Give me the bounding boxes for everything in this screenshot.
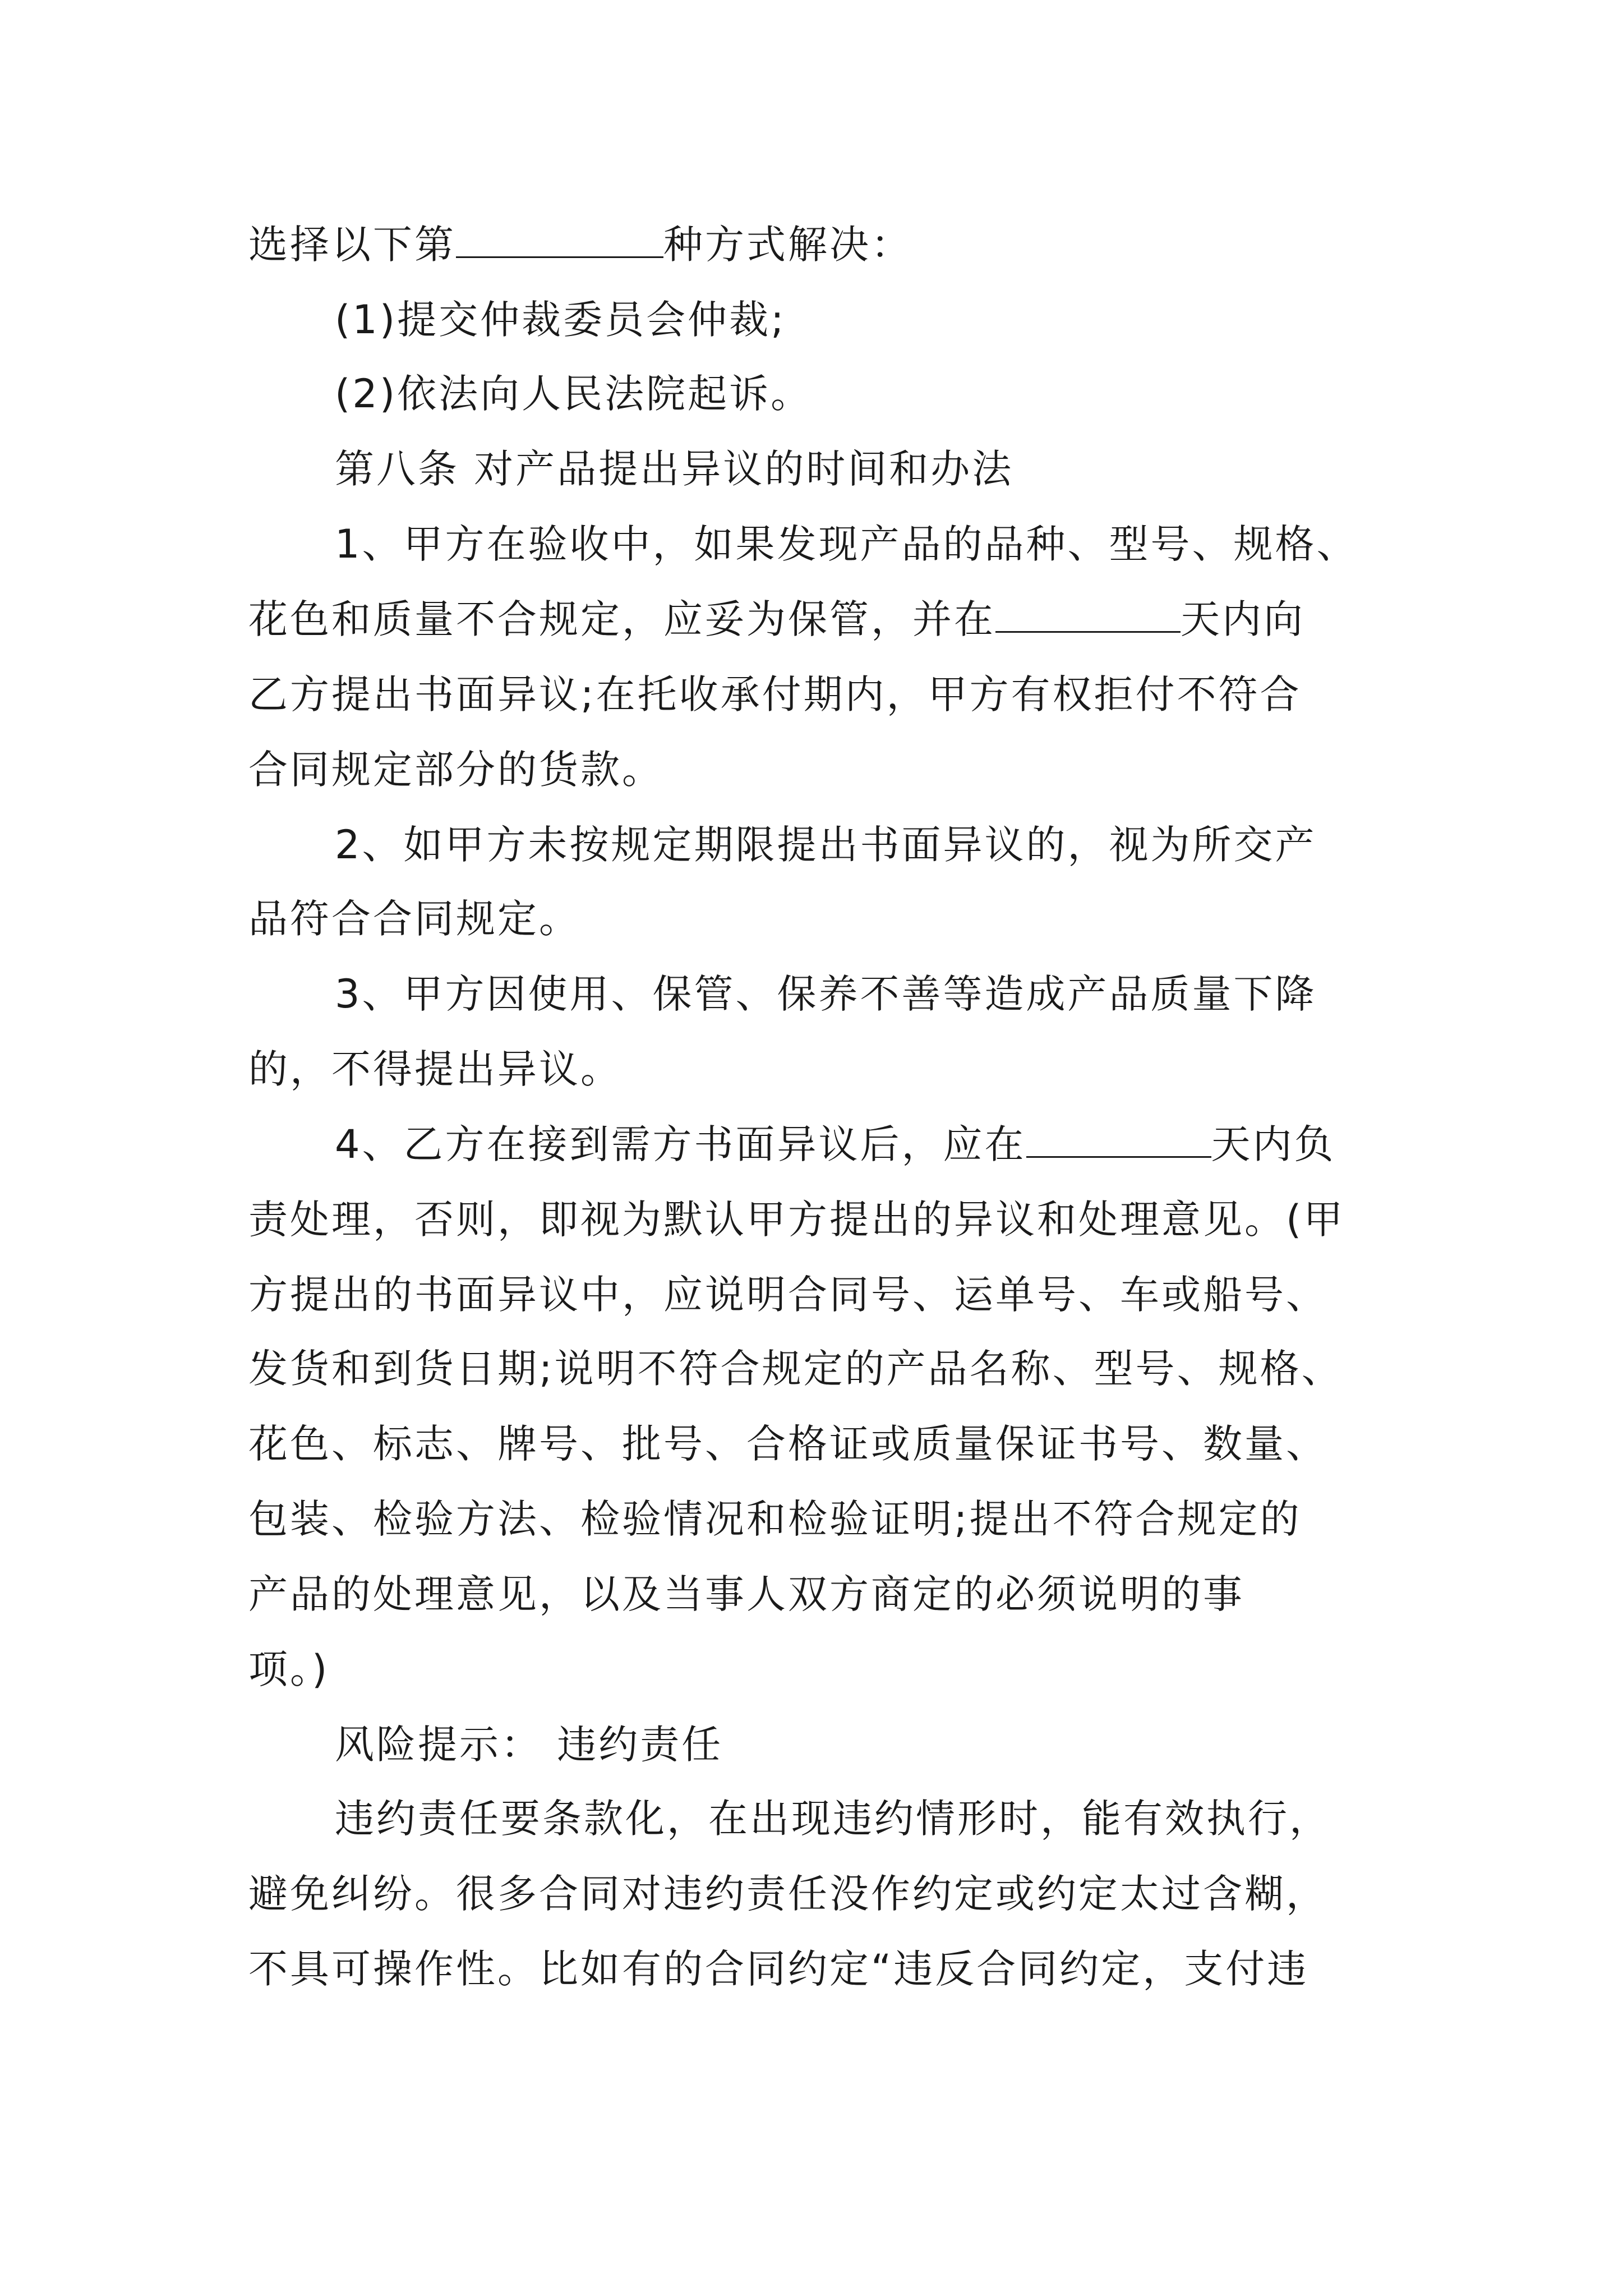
text-line: 违约责任要条款化，在出现违约情形时，能有效执行， bbox=[335, 1796, 1331, 1842]
text-line: 品符合合同规定。 bbox=[248, 896, 580, 942]
text-segment: 天内向 bbox=[1181, 596, 1305, 642]
text-segment: 花色和质量不合规定，应妥为保管，并在 bbox=[248, 596, 995, 642]
text-line: 发货和到货日期;说明不符合规定的产品名称、型号、规格、 bbox=[248, 1346, 1343, 1392]
text-line: 合同规定部分的货款。 bbox=[248, 747, 663, 793]
fill-in-blank bbox=[995, 597, 1181, 633]
text-segment: 天内负 bbox=[1211, 1121, 1336, 1167]
text-line: 产品的处理意见，以及当事人双方商定的必须说明的事 bbox=[248, 1571, 1244, 1617]
text-line: (2)依法向人民法院起诉。 bbox=[335, 371, 813, 417]
text-line: 3、甲方因使用、保管、保养不善等造成产品质量下降 bbox=[335, 971, 1317, 1017]
text-line: 项。) bbox=[248, 1646, 330, 1692]
text-line bbox=[248, 218, 912, 272]
text-line: 1、甲方在验收中，如果发现产品的品种、型号、规格、 bbox=[335, 521, 1358, 567]
text-segment: 4、乙方在接到需方书面异议后，应在 bbox=[335, 1121, 1026, 1167]
text-line bbox=[335, 1117, 1336, 1171]
text-line: (1)提交仲裁委员会仲裁; bbox=[335, 297, 786, 343]
text-line: 避免纠纷。很多合同对违约责任没作约定或约定太过含糊， bbox=[248, 1871, 1327, 1917]
risk-tip-heading: 风险提示： 违约责任 bbox=[335, 1722, 723, 1768]
text-line: 的，不得提出异议。 bbox=[248, 1046, 622, 1092]
text-line: 2、如甲方未按规定期限提出书面异议的，视为所交产 bbox=[335, 822, 1317, 868]
fill-in-blank bbox=[456, 223, 663, 258]
section-heading: 第八条 对产品提出异议的时间和办法 bbox=[335, 446, 1014, 492]
text-line: 包装、检验方法、检验情况和检验证明;提出不符合规定的 bbox=[248, 1496, 1302, 1542]
text-line: 乙方提出书面异议;在托收承付期内，甲方有权拒付不符合 bbox=[248, 671, 1302, 717]
fill-in-blank bbox=[1026, 1122, 1211, 1158]
text-segment: 种方式解决： bbox=[663, 222, 912, 268]
text-line bbox=[248, 592, 1305, 646]
text-segment: 选择以下第 bbox=[248, 222, 456, 268]
text-line: 不具可操作性。比如有的合同约定“违反合同约定，支付违 bbox=[248, 1946, 1309, 1992]
text-line: 责处理，否则，即视为默认甲方提出的异议和处理意见。(甲 bbox=[248, 1197, 1345, 1243]
text-line: 方提出的书面异议中，应说明合同号、运单号、车或船号、 bbox=[248, 1272, 1327, 1318]
text-line: 花色、标志、牌号、批号、合格证或质量保证书号、数量、 bbox=[248, 1421, 1327, 1467]
